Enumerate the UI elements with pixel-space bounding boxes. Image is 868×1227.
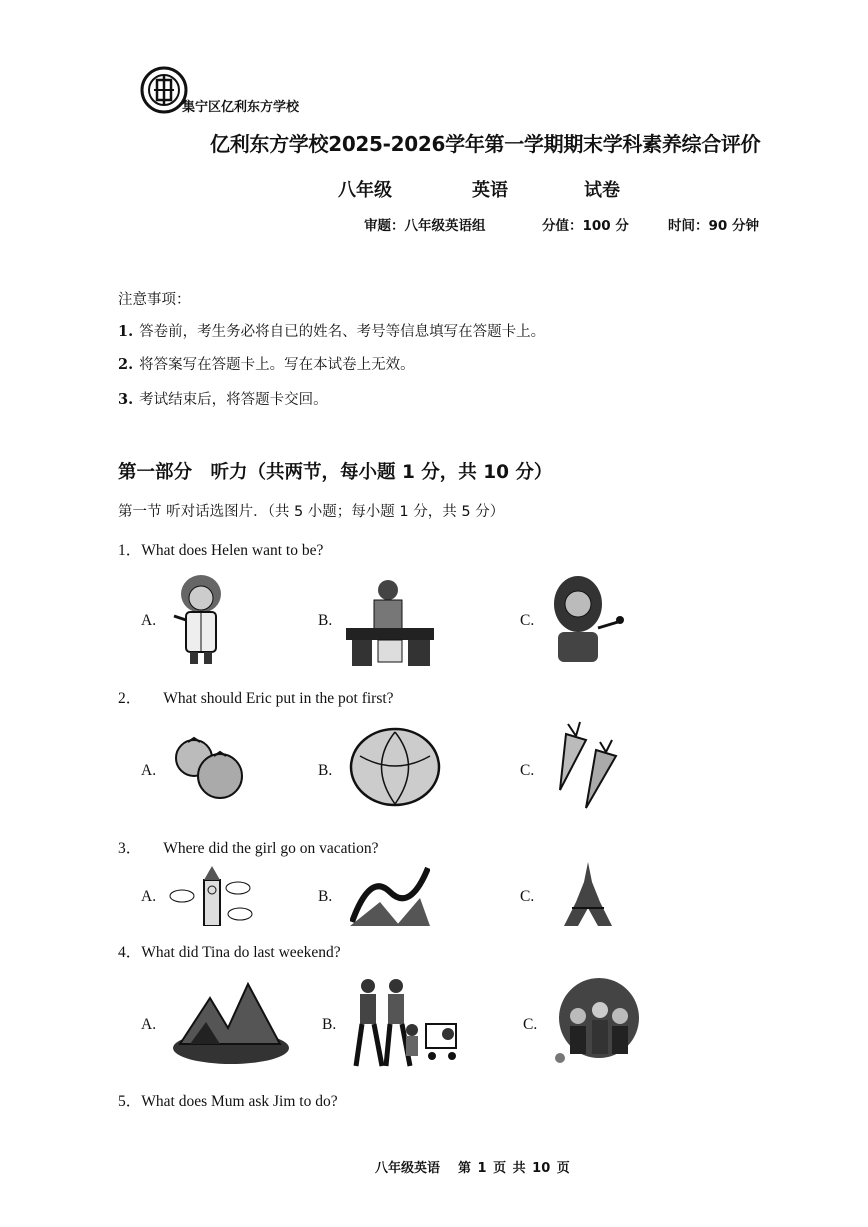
paper-label: 试卷 [584, 180, 620, 201]
score-info: 分值：100 分 [542, 218, 629, 234]
subject-label: 英语 [472, 180, 508, 201]
grade-label: 八年级 [338, 180, 392, 201]
notice-heading: 注意事项： [118, 292, 191, 308]
option-b-label: B. [318, 888, 333, 905]
page-footer: 八年级英语 第 1 页 共 10 页 [375, 1161, 570, 1176]
notice-item: 3. 考试结束后，将答题卡交回。 [118, 391, 328, 408]
question-1: 1．What does Helen want to be? [118, 542, 324, 559]
cabbage-icon [348, 726, 442, 808]
question-2: 2． What should Eric put in the pot first? [118, 690, 394, 707]
option-a-label: A. [141, 888, 157, 905]
great-wall-icon [350, 862, 430, 926]
question-3: 3． Where did the girl go on vacation? [118, 840, 379, 857]
school-name-small: 集宁区亿利东方学校 [182, 100, 300, 115]
family-shopping-icon [352, 976, 468, 1070]
option-b-label: B. [318, 762, 333, 779]
exam-title: 亿利东方学校2025-2026学年第一学期期末学科素养综合评价 [210, 132, 761, 156]
mountains-icon [170, 978, 292, 1066]
question-5: 5．What does Mum ask Jim to do? [118, 1093, 338, 1110]
reviewer-info: 审题：八年级英语组 [364, 218, 486, 234]
option-b-label: B. [322, 1016, 337, 1033]
option-c-label: C. [520, 888, 535, 905]
section-one-heading: 第一节 听对话选图片．（共 5 小题；每小题 1 分，共 5 分） [118, 504, 505, 520]
option-c-label: C. [520, 612, 535, 629]
big-ben-icon [168, 866, 254, 926]
option-a-label: A. [141, 762, 157, 779]
part-one-heading: 第一部分 听力（共两节，每小题 1 分，共 10 分） [118, 462, 553, 483]
school-logo [140, 66, 188, 114]
reporter-icon [548, 574, 630, 664]
notice-item: 1. 答卷前，考生务必将自已的姓名、考号等信息填写在答题卡上。 [118, 323, 546, 340]
party-icon [554, 976, 644, 1066]
doctor-icon [168, 572, 234, 666]
tomatoes-icon [172, 734, 244, 800]
teacher-at-desk-icon [344, 576, 436, 666]
time-info: 时间：90 分钟 [668, 218, 759, 234]
question-4: 4．What did Tina do last weekend? [118, 944, 341, 961]
carrots-icon [546, 720, 622, 812]
notice-item: 2. 将答案写在答题卡上。写在本试卷上无效。 [118, 356, 415, 373]
option-b-label: B. [318, 612, 333, 629]
option-a-label: A. [141, 612, 157, 629]
eiffel-tower-icon [552, 862, 624, 926]
option-c-label: C. [523, 1016, 538, 1033]
option-a-label: A. [141, 1016, 157, 1033]
option-c-label: C. [520, 762, 535, 779]
